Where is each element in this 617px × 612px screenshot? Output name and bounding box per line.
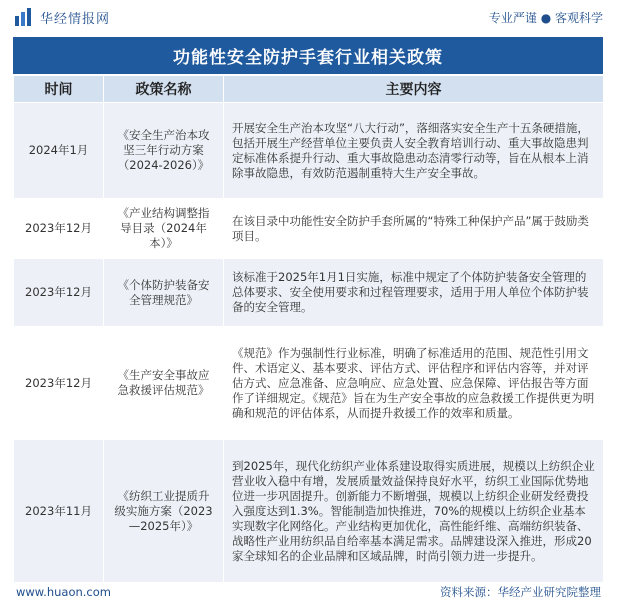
slogan: 专业严谨 ● 客观科学 bbox=[488, 10, 603, 25]
table-row bbox=[14, 199, 604, 259]
top-bar bbox=[0, 0, 617, 34]
row-content: 开展安全生产治本攻坚“八大行动”，落细落实安全生产十五条硬措施，包括开展生产经营单位主要负责人安全教育培训行动、重大事故隐患判定标准体系提升行动、重大事故隐患动态清零行动等，旨在从根本上消除事故隐患，有效防范遏制重特大生产安全事故。 bbox=[224, 103, 604, 199]
source-note: 资料来源：华经产业研究院整理 bbox=[440, 585, 601, 599]
policy-table bbox=[13, 75, 604, 583]
column-header-policy-name: 政策名称 bbox=[104, 76, 224, 103]
row-policy-name: 《纺织工业提质升级实施方案（2023—2025年）》 bbox=[104, 440, 224, 583]
brand-name: 华经情报网 bbox=[40, 11, 111, 27]
row-date: 2023年11月 bbox=[14, 440, 104, 583]
row-content: 该标准于2025年1月1日实施，标准中规定了个体防护装备安全管理的总体要求、安全使用要求和过程管理要求，适用于用人单位个体防护装备的安全管理。 bbox=[224, 259, 604, 327]
footer bbox=[0, 578, 617, 606]
column-header-content: 主要内容 bbox=[224, 76, 604, 103]
page-title: 功能性安全防护手套行业相关政策 bbox=[13, 37, 603, 74]
row-date: 2023年12月 bbox=[14, 199, 104, 259]
row-date: 2024年1月 bbox=[14, 103, 104, 199]
table-row bbox=[14, 103, 604, 199]
row-policy-name: 《产业结构调整指导目录（2024年本）》 bbox=[104, 199, 224, 259]
table-row bbox=[14, 259, 604, 327]
table-header-row bbox=[14, 76, 604, 103]
row-content: 到2025年，现代化纺织产业体系建设取得实质进展，规模以上纺织企业营业收入稳中有增，发展质量效益保持良好水平，纺织工业国际优势地位进一步巩固提升。创新能力不断增强，规模以上纺织企业研发经费投入强度达到1.3%。智能制造加快推进，70%的规模以上纺织企业基本实现数字化网络化。产业结构更加优化，高性能纤维、高端纺织装备、战略性产业用纺织品自给率基本满足需求。品牌建设深入推进，形成20家全球知名的企业品牌和区域品牌，时尚引领力进一步提升。 bbox=[224, 440, 604, 583]
row-policy-name: 《生产安全事故应急救援评估规范》 bbox=[104, 327, 224, 440]
row-policy-name: 《安全生产治本攻坚三年行动方案（2024-2026）》 bbox=[104, 103, 224, 199]
brand[interactable] bbox=[14, 7, 110, 27]
column-header-date: 时间 bbox=[14, 76, 104, 103]
row-date: 2023年12月 bbox=[14, 327, 104, 440]
table-row bbox=[14, 327, 604, 440]
table-row bbox=[14, 440, 604, 583]
website-link[interactable]: www.huaon.com bbox=[16, 585, 111, 599]
row-date: 2023年12月 bbox=[14, 259, 104, 327]
brand-logo-icon bbox=[14, 7, 34, 27]
row-content: 《规范》作为强制性行业标准，明确了标准适用的范围、规范性引用文件、术语定义、基本要求、评估方式、评估程序和评估内容等，并对评估方式、应急准备、应急响应、应急处置、应急保障、评估报告等方面作了详细规定。《规范》旨在为生产安全事故的应急救援工作提供更为明确和规范的评估体系，从而提升救援工作的效率和质量。 bbox=[224, 327, 604, 440]
row-content: 在该目录中功能性安全防护手套所属的“特殊工种保护产品”属于鼓励类项目。 bbox=[224, 199, 604, 259]
row-policy-name: 《个体防护装备安全管理规范》 bbox=[104, 259, 224, 327]
